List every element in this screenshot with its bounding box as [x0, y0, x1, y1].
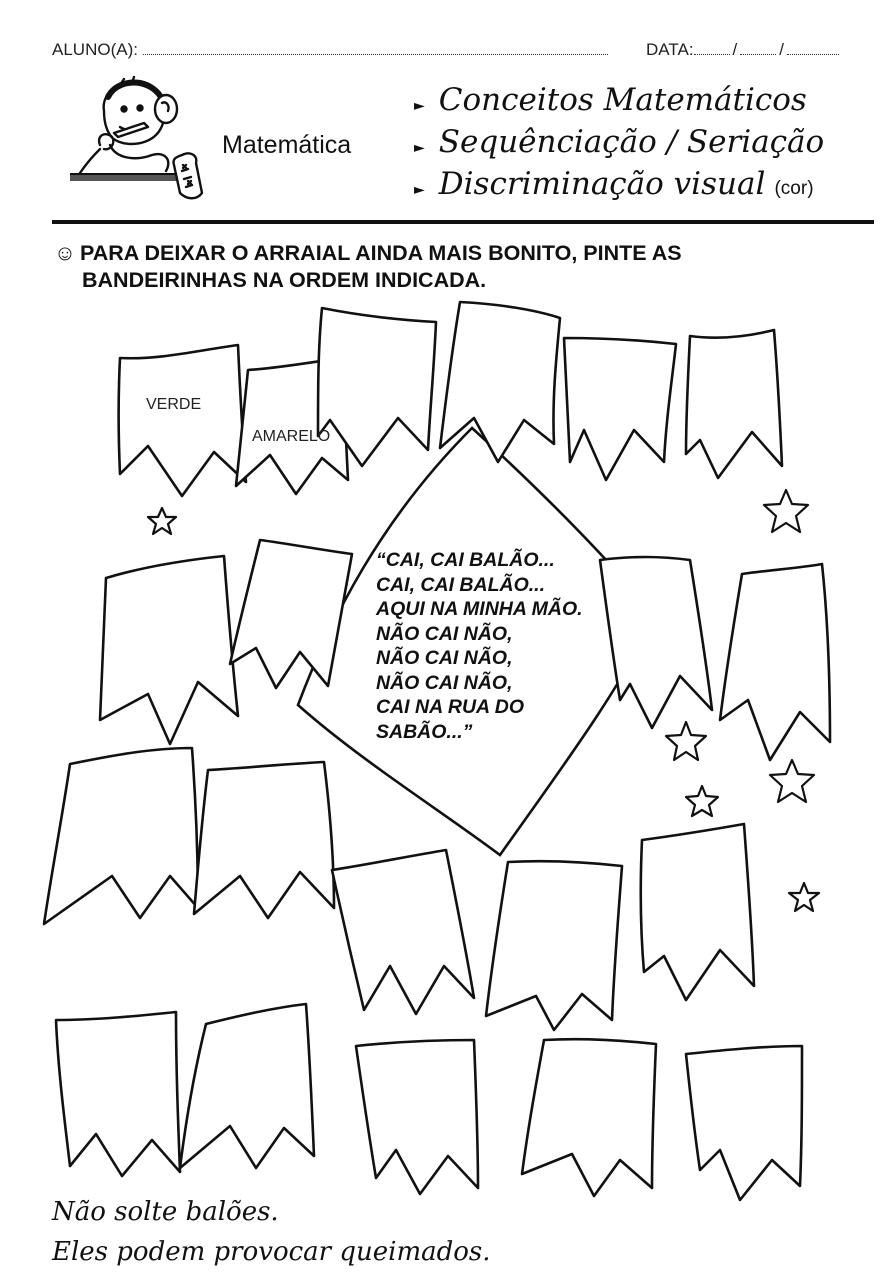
- instruction-text: PARA DEIXAR O ARRAIAL AINDA MAIS BONITO, PINTE AS: [80, 241, 682, 265]
- flag-label-verde: VERDE: [146, 396, 202, 413]
- poem-line: CAI NA RUA DO: [376, 696, 525, 718]
- pennant-flag[interactable]: [686, 330, 782, 478]
- poem-text: [376, 548, 646, 744]
- poem-line: AQUI NA MINHA MÃO.: [376, 598, 583, 620]
- pennant-flag[interactable]: [522, 1039, 656, 1196]
- star-icon: [148, 508, 176, 534]
- poem-line: CAI, CAI BALÃO...: [376, 573, 545, 596]
- poem-line: NÃO CAI NÃO,: [376, 622, 513, 645]
- footer-line: Não solte balões.: [52, 1197, 279, 1227]
- pennant-flag[interactable]: [641, 824, 754, 1000]
- star-icon: [770, 760, 814, 802]
- star-icon: [789, 883, 819, 911]
- triangle-bullet-icon: ►: [414, 98, 425, 114]
- instruction-text: BANDEIRINHAS NA ORDEM INDICADA.: [82, 268, 487, 292]
- pennant-flag[interactable]: [180, 1004, 314, 1168]
- pennant-flag[interactable]: [440, 302, 560, 462]
- pennant-flag[interactable]: [486, 861, 622, 1030]
- topic-suffix: (cor): [774, 178, 814, 199]
- poem-line: NÃO CAI NÃO,: [376, 647, 513, 669]
- pennant-flag[interactable]: [720, 564, 830, 760]
- star-icon: [686, 786, 718, 816]
- pennant-flag[interactable]: [564, 338, 676, 480]
- date-separator: /: [779, 40, 785, 59]
- triangle-bullet-icon: ►: [414, 140, 425, 156]
- pennant-flag[interactable]: [100, 556, 238, 744]
- pennant-flag[interactable]: [194, 762, 334, 918]
- pennant-flag[interactable]: [686, 1046, 802, 1200]
- star-icon: [666, 722, 706, 760]
- smiley-icon: ☺: [54, 241, 76, 265]
- poem-line: SABÃO...”: [376, 720, 473, 743]
- flag-label-amarelo: AMARELO: [252, 428, 331, 445]
- poem-line: NÃO CAI NÃO,: [376, 671, 513, 694]
- topic-text: Conceitos Matemáticos: [438, 82, 807, 118]
- footer-note: [52, 1192, 491, 1272]
- footer-line: Eles podem provocar queimados.: [52, 1237, 491, 1267]
- date-label: DATA:: [646, 40, 694, 59]
- pennant-flag[interactable]: [44, 748, 198, 924]
- pennant-flag[interactable]: [119, 345, 247, 496]
- pennant-flag[interactable]: [356, 1040, 478, 1194]
- pennant-flag[interactable]: [56, 1012, 180, 1176]
- triangle-bullet-icon: ►: [414, 182, 425, 198]
- topic-text: Sequênciação / Seriação: [438, 124, 825, 160]
- poem-line: “CAI, CAI BALÃO...: [376, 549, 555, 571]
- topic-text: Discriminação visual: [438, 166, 766, 202]
- subject-title: Matemática: [222, 131, 352, 159]
- pennant-flag[interactable]: [332, 850, 474, 1014]
- date-separator: /: [732, 40, 738, 59]
- star-icon: [764, 490, 808, 532]
- student-label: ALUNO(A):: [52, 40, 138, 59]
